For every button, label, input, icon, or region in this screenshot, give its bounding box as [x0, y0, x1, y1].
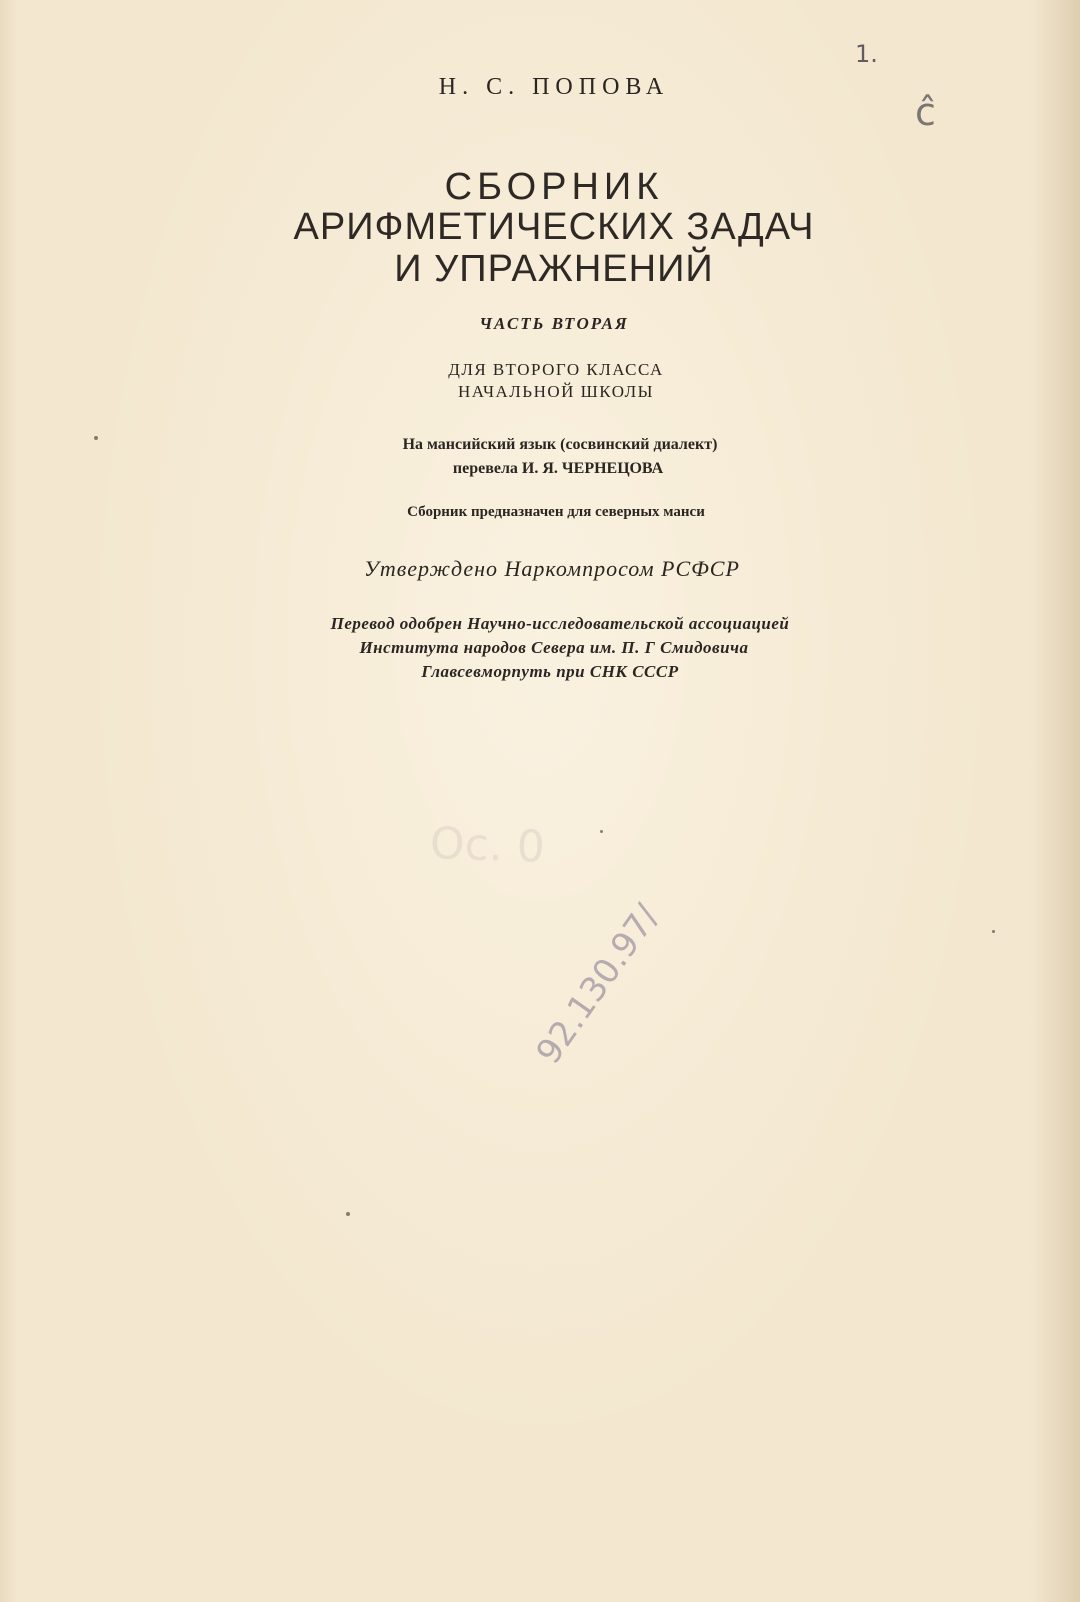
- title-line-2: АРИФМЕТИЧЕСКИХ ЗАДАЧ: [293, 206, 815, 248]
- part-label: ЧАСТЬ ВТОРАЯ: [479, 314, 629, 333]
- paper-speck: [346, 1212, 350, 1216]
- translation-line-2: перевела И. Я. ЧЕРНЕЦОВА: [452, 460, 664, 477]
- paper-speck: [94, 436, 98, 440]
- paper-speck: [992, 930, 995, 933]
- paper-speck: [600, 830, 603, 833]
- faded-stamp-mark: Ос. 0: [429, 818, 546, 873]
- handwritten-top-mark: 1.: [855, 40, 878, 68]
- handwritten-side-mark: ĉ: [915, 90, 936, 134]
- handwritten-shelfmark: 92.130.97/: [528, 897, 668, 1072]
- approval-statement: Утверждено Наркомпросом РСФСР: [364, 556, 740, 581]
- approval-note-line-2: Института народов Севера им. П. Г Смидовича: [359, 638, 749, 657]
- translation-line-1: На мансийский язык (сосвинский диалект): [402, 436, 718, 453]
- grade-line-1: ДЛЯ ВТОРОГО КЛАССА: [448, 360, 664, 379]
- grade-line-2: НАЧАЛЬНОЙ ШКОЛЫ: [457, 382, 655, 401]
- purpose-note: Сборник предназначен для северных манси: [407, 504, 705, 520]
- approval-note-line-1: Перевод одобрен Научно-исследовательской ассоциацией: [330, 614, 790, 633]
- title-line-3: И УПРАЖНЕНИЙ: [394, 248, 714, 290]
- approval-note-line-3: Главсевморпуть при СНК СССР: [421, 662, 679, 681]
- title-line-1: СБОРНИК: [444, 166, 664, 208]
- author-name: Н. С. ПОПОВА: [438, 74, 670, 100]
